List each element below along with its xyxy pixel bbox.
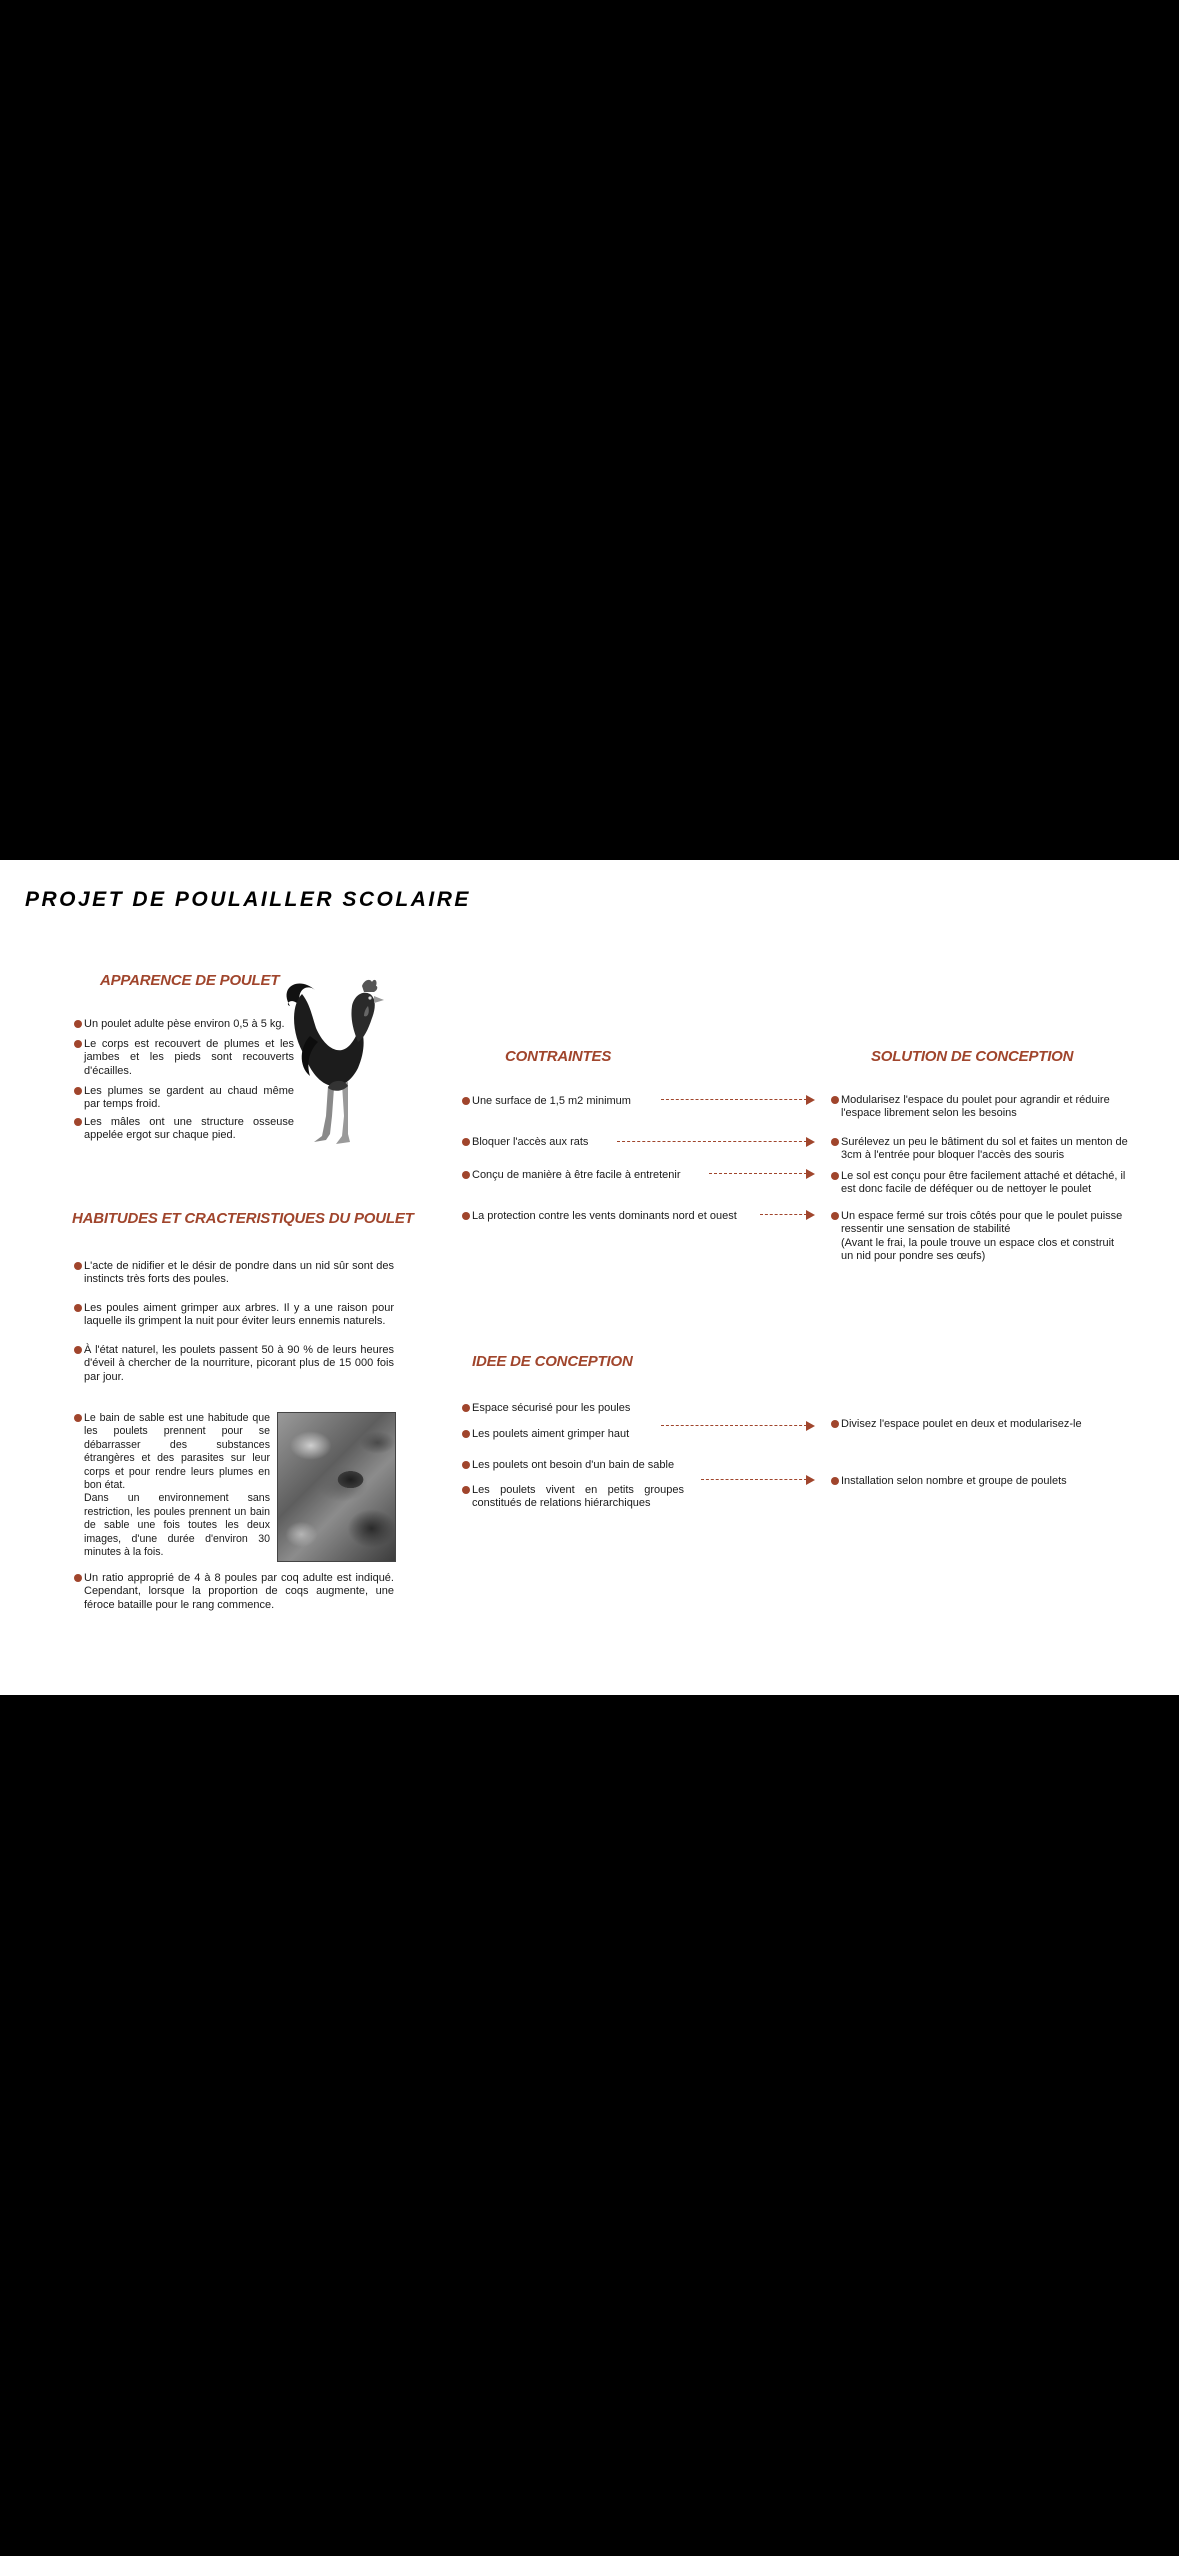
idee-result-item: Divisez l'espace poulet en deux et modularisez-le bbox=[841, 1418, 1129, 1431]
bullet-icon bbox=[462, 1461, 470, 1469]
arrow-icon bbox=[701, 1475, 815, 1485]
solution-item: Le sol est conçu pour être facilement attaché et détaché, il est donc facile de déféquer ou de nettoyer le poulet bbox=[841, 1170, 1129, 1197]
bullet-icon bbox=[831, 1172, 839, 1180]
bullet-icon bbox=[831, 1138, 839, 1146]
arrow-icon bbox=[661, 1095, 815, 1105]
bullet-icon bbox=[831, 1212, 839, 1220]
arrow-icon bbox=[760, 1210, 815, 1220]
bullet-icon bbox=[462, 1097, 470, 1105]
contraintes-heading: CONTRAINTES bbox=[505, 1048, 612, 1065]
habitudes-item: À l'état naturel, les poulets passent 50 à 90 % de leurs heures d'éveil à chercher de la nourriture, picorant plus de 15 000 fois par jour. bbox=[84, 1344, 394, 1384]
bullet-icon bbox=[74, 1020, 82, 1028]
bullet-icon bbox=[462, 1404, 470, 1412]
bullet-icon bbox=[74, 1118, 82, 1126]
idee-item: Les poulets vivent en petits groupes constitués de relations hiérarchiques bbox=[472, 1484, 684, 1511]
idee-item: Espace sécurisé pour les poules bbox=[472, 1402, 712, 1415]
bullet-icon bbox=[831, 1096, 839, 1104]
habitudes-item: Un ratio approprié de 4 à 8 poules par coq adulte est indiqué. Cependant, lorsque la proportion de coqs augmente, une féroce bataille pour le rang commence. bbox=[84, 1572, 394, 1612]
arrow-icon bbox=[617, 1137, 815, 1147]
bullet-icon bbox=[74, 1262, 82, 1270]
bullet-icon bbox=[74, 1574, 82, 1582]
bullet-icon bbox=[74, 1087, 82, 1095]
apparence-item: Un poulet adulte pèse environ 0,5 à 5 kg. bbox=[84, 1018, 294, 1031]
habitudes-item: L'acte de nidifier et le désir de pondre dans un nid sûr sont des instincts très forts des poules. bbox=[84, 1260, 394, 1287]
bullet-icon bbox=[462, 1430, 470, 1438]
bullet-icon bbox=[831, 1420, 839, 1428]
bullet-icon bbox=[462, 1212, 470, 1220]
contrainte-item: Bloquer l'accès aux rats bbox=[472, 1136, 672, 1149]
bullet-icon bbox=[462, 1171, 470, 1179]
page-title: PROJET DE POULAILLER SCOLAIRE bbox=[25, 888, 471, 911]
arrow-icon bbox=[661, 1421, 815, 1431]
solution-item: Un espace fermé sur trois côtés pour que le poulet puisse ressentir une sensation de stabilité (Avant le frai, la poule trouve un espace clos et construit un nid pour pondre ses œufs) bbox=[841, 1210, 1129, 1264]
apparence-item: Les plumes se gardent au chaud même par temps froid. bbox=[84, 1085, 294, 1112]
arrow-icon bbox=[709, 1169, 815, 1179]
contrainte-item: La protection contre les vents dominants nord et ouest bbox=[472, 1210, 762, 1223]
solution-heading: SOLUTION DE CONCEPTION bbox=[871, 1048, 1074, 1065]
habitudes-heading: HABITUDES ET CRACTERISTIQUES DU POULET bbox=[72, 1210, 414, 1227]
habitudes-item: Les poules aiment grimper aux arbres. Il y a une raison pour laquelle ils grimpent la nuit pour éviter leurs ennemis naturels. bbox=[84, 1302, 394, 1329]
bullet-icon bbox=[831, 1477, 839, 1485]
solution-item: Modularisez l'espace du poulet pour agrandir et réduire l'espace librement selon les besoins bbox=[841, 1094, 1129, 1121]
apparence-item: Les mâles ont une structure osseuse appelée ergot sur chaque pied. bbox=[84, 1116, 294, 1143]
bullet-icon bbox=[462, 1486, 470, 1494]
bullet-icon bbox=[74, 1414, 82, 1422]
solution-item: Surélevez un peu le bâtiment du sol et faites un menton de 3cm à l'entrée pour bloquer l'accès des souris bbox=[841, 1136, 1129, 1163]
idee-item: Les poulets ont besoin d'un bain de sable bbox=[472, 1459, 712, 1472]
idee-result-item: Installation selon nombre et groupe de poulets bbox=[841, 1475, 1129, 1488]
idee-heading: IDEE DE CONCEPTION bbox=[472, 1353, 633, 1370]
contrainte-item: Une surface de 1,5 m2 minimum bbox=[472, 1095, 672, 1108]
habitudes-item: Le bain de sable est une habitude que les poulets prennent pour se débarrasser des substances étrangères et des parasites sur leur corps et pour rendre leurs plumes en bon état. Dans un environnement sans restriction, les poules prennent un bain de sable une fois toutes les deux images, d'une durée d'environ 30 minutes à la fois. bbox=[84, 1412, 270, 1559]
bullet-icon bbox=[74, 1304, 82, 1312]
bullet-icon bbox=[462, 1138, 470, 1146]
contrainte-item: Conçu de manière à être facile à entretenir bbox=[472, 1169, 712, 1182]
idee-item: Les poulets aiment grimper haut bbox=[472, 1428, 712, 1441]
sand-bath-photo bbox=[277, 1412, 396, 1562]
apparence-item: Le corps est recouvert de plumes et les jambes et les pieds sont recouverts d'écailles. bbox=[84, 1038, 294, 1078]
bullet-icon bbox=[74, 1040, 82, 1048]
apparence-heading: APPARENCE DE POULET bbox=[100, 972, 280, 989]
poster-slide bbox=[0, 860, 1179, 1695]
bullet-icon bbox=[74, 1346, 82, 1354]
